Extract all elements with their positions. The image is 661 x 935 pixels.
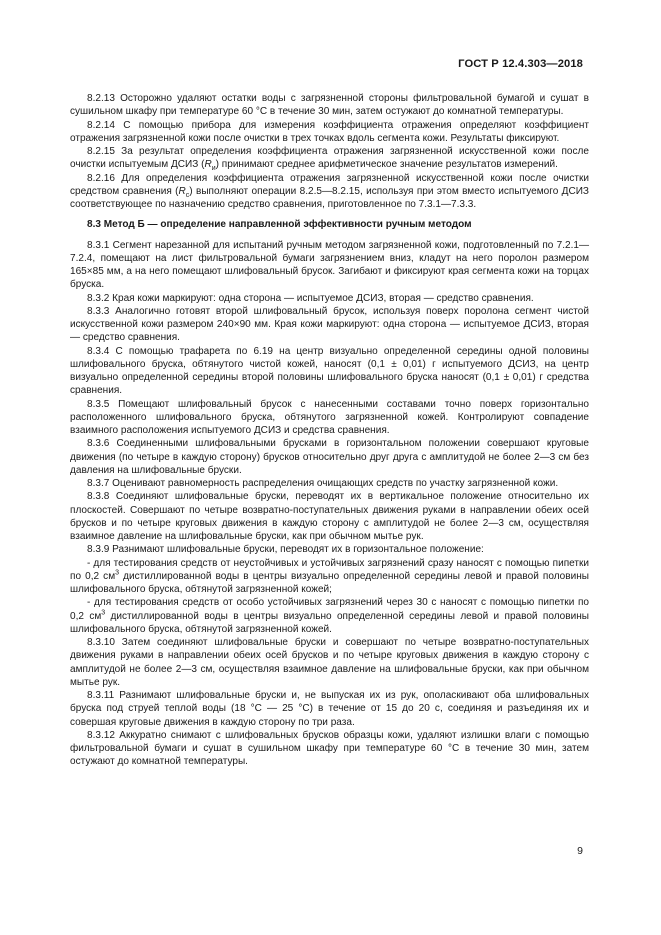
- paragraph-8-2-13: 8.2.13 Осторожно удаляют остатки воды с загрязненной стороны фильтровальной бумагой и сушат в сушильном шкафу при температуре 60 °С в течение 30 мин, затем остужают до комнатной температуры.: [70, 93, 589, 118]
- subscript: и: [211, 165, 216, 173]
- list-item-dash-2: [70, 596, 589, 636]
- paragraph-8-2-14: 8.2.14 С помощью прибора для измерения коэффициента отражения определяют коэффициент отражения загрязненной кожи после очистки в трех точках вдоль сегмента кожи. Результаты фиксируют.: [70, 119, 589, 144]
- paragraph-8-3-8: 8.3.8 Соединяют шлифовальные бруски, переводят их в вертикальное положение относительно их плоскостей. Совершают по четыре возвратно-поступательных движения руками в направлении обеих осей брусков и по четыре круговых движения в каждую сторону с амплитудой не более 2—3 см, осуществляя взаимное давление на шлифовальные бруски, как при обычном мытье рук.: [70, 491, 589, 542]
- page-number: 9: [577, 845, 583, 857]
- paragraph-8-3-7: 8.3.7 Оценивают равномерность распределения очищающих средств по участку загрязненной кожи.: [87, 478, 559, 489]
- text-run: ) выполняют операции 8.2.5—8.2.15, используя при этом вместо испытуемого ДСИЗ соответствующее по назначению средство сравнения, приготовленное по 7.3.1—7.3.3.: [70, 185, 590, 210]
- text-run: ) принимают среднее арифметическое значение результатов измерений.: [215, 159, 558, 171]
- paragraph-8-3-4: 8.3.4 С помощью трафарета по 6.19 на центр визуально определенной середины одной половины шлифовального бруска, обтянутого чистой кожей, наносят (0,1 ± 0,01) г испытуемого ДСИЗ, на центр визуально определенной середины второй половины шлифовального бруска наносят (0,1 ± 0,01) г средства сравнения.: [70, 345, 589, 397]
- text-run: - для тестирования средств от особо устойчивых загрязнений через 30 с наносят с помощью пипетки по 0,2 см: [70, 597, 589, 622]
- section-title: 8.3 Метод Б — определение направленной эффективности ручным методом: [87, 219, 472, 231]
- paragraph-8-2-16: [70, 172, 589, 212]
- paragraph-8-2-15: [70, 145, 589, 172]
- paragraph-8-3-9: 8.3.9 Разнимают шлифовальные бруски, переводят их в горизонтальное положение:: [87, 544, 484, 556]
- math-symbol: R: [178, 185, 186, 197]
- text-run: - для тестирования средств от неустойчивых и устойчивых загрязнений сразу наносят с помощью пипетки по 0,2 см: [70, 557, 589, 582]
- text-run: 8.2.15 За результат определения коэффициента отражения загрязненной искусственной кожи после очистки испытуемым ДСИЗ (: [70, 146, 589, 171]
- math-symbol: R: [204, 159, 212, 171]
- superscript: 3: [101, 609, 106, 617]
- list-item-dash-1: [70, 557, 589, 597]
- paragraph-8-3-2: 8.3.2 Края кожи маркируют: одна сторона — испытуемое ДСИЗ, вторая — средство сравнения.: [87, 292, 534, 304]
- subscript: с: [185, 191, 190, 199]
- superscript: 3: [115, 569, 120, 577]
- document-header: ГОСТ Р 12.4.303—2018: [458, 58, 583, 70]
- paragraph-8-3-11: 8.3.11 Разнимают шлифовальные бруски и, не выпуская их из рук, ополаскивают оба шлифовальных бруска под струей теплой воды (18 °С — 25 °С) в течение от 15 до 20 с, соединяя и разъединяя их и совершая круговые движения в каждую сторону по три раза.: [70, 690, 589, 728]
- text-run: дистиллированной воды в центры визуально определенной середины левой и правой половины шлифовального бруска, обтянутой загрязненной кожей.: [70, 610, 589, 635]
- paragraph-8-3-12: 8.3.12 Аккуратно снимают с шлифовальных брусков образцы кожи, удаляют излишки влаги с помощью фильтровальной бумаги и сушат в сушильном шкафу при температуре 60 °С в течение 30 мин, затем остужают до комнатной температуры.: [70, 729, 589, 768]
- text-run: дистиллированной воды в центры визуально определенной середины левой и правой половины шлифовального бруска, обтянутой загрязненной кожей;: [70, 570, 589, 595]
- paragraph-8-3-6: 8.3.6 Соединенными шлифовальными брусками в горизонтальном положении совершают круговые движения (по четыре в каждую сторону) брусков относительно друг друга с амплитудой не более 2—3 см без давления на шлифовальные бруски.: [70, 438, 589, 476]
- text-run: 8.2.16 Для определения коэффициента отражения загрязненной искусственной кожи после очистки средством сравнения (: [70, 172, 589, 197]
- document-body: [70, 92, 589, 769]
- paragraph-8-3-5: 8.3.5 Помещают шлифовальный брусок с нанесенными составами точно поверх горизонтально расположенного шлифовального бруска, обтянутого загрязненной кожей. Контролируют совпадение взаимного расположения испытуемого ДСИЗ и средства сравнения.: [70, 398, 589, 436]
- paragraph-8-3-3: 8.3.3 Аналогично готовят второй шлифовальный брусок, используя поверх поролона сегмент чистой искусственной кожи размером 240×90 мм. Края кожи маркируют: одна сторона — испытуемое ДСИЗ, вторая — средство сравнения.: [70, 305, 589, 344]
- paragraph-8-3-10: 8.3.10 Затем соединяют шлифовальные бруски и совершают по четыре возвратно-поступательных движения руками в направлении обеих осей брусков и по четыре круговых движения в каждую сторону с амплитудой не более 2—3 см, осуществляя взаимное давление на шлифовальные бруски, как при обычном мытье рук.: [70, 637, 589, 688]
- paragraph-8-3-1: 8.3.1 Сегмент нарезанной для испытаний ручным методом загрязненной кожи, подготовленный по 7.2.1—7.2.4, помещают на лист фильтровальной бумаги загрязнением вниз, кладут на него поролон размером 165×85 мм, а на него помещают шлифовальный брусок. Загибают и фиксируют края сегмента кожи на торцах бруска.: [70, 239, 589, 291]
